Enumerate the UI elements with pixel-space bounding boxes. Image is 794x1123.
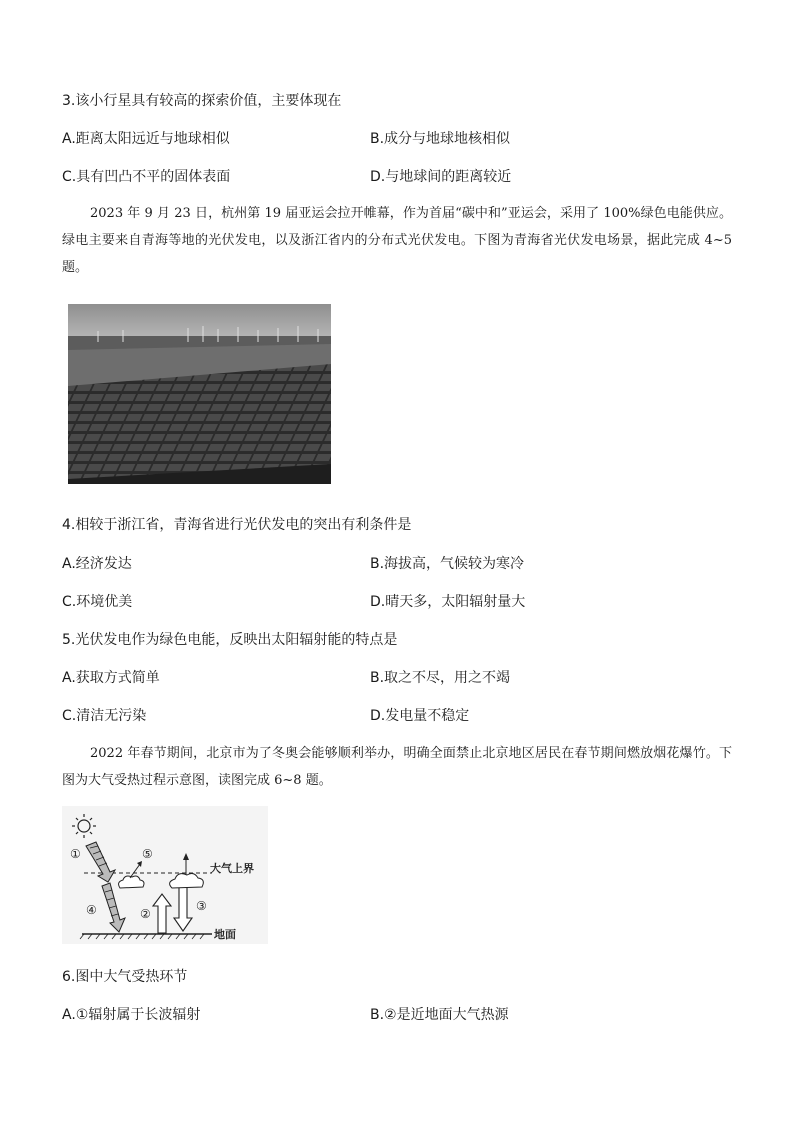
question-3-stem: 3.该小行星具有较高的探索价值，主要体现在 <box>62 93 342 109</box>
q5-option-a: A.获取方式简单 <box>62 670 160 686</box>
question-5-stem: 5.光伏发电作为绿色电能，反映出太阳辐射能的特点是 <box>62 632 398 648</box>
label-atmosphere-top: 大气上界 <box>210 862 254 875</box>
q3-option-a: A.距离太阳远近与地球相似 <box>62 131 230 147</box>
label-5: ⑤ <box>142 847 153 861</box>
q5-option-b: B.取之不尽，用之不竭 <box>370 670 511 686</box>
solar-farm-photo <box>68 304 331 484</box>
q5-option-d: D.发电量不稳定 <box>370 708 470 724</box>
q3-option-b: B.成分与地球地核相似 <box>370 131 511 147</box>
atmosphere-heating-diagram <box>62 806 268 944</box>
passage-beijing-fireworks: 2022 年春节期间，北京市为了冬奥会能够顺利举办，明确全面禁止北京地区居民在春节期间燃放烟花爆竹。下图为大气受热过程示意图，读图完成 6~8 题。 <box>62 746 732 788</box>
question-6-stem: 6.图中大气受热环节 <box>62 969 188 985</box>
q4-option-d: D.晴天多，太阳辐射量大 <box>370 594 526 610</box>
label-3: ③ <box>196 899 207 913</box>
q4-option-a: A.经济发达 <box>62 556 132 572</box>
question-4-stem: 4.相较于浙江省，青海省进行光伏发电的突出有利条件是 <box>62 517 412 533</box>
q3-option-d: D.与地球间的距离较近 <box>370 169 512 185</box>
label-4: ④ <box>86 903 97 917</box>
passage-asian-games: 2023 年 9 月 23 日，杭州第 19 届亚运会拉开帷幕，作为首届“碳中和”亚运会，采用了 100%绿色电能供应。绿电主要来自青海等地的光伏发电，以及浙江省内的分布式光伏发电。下图为青海省光伏发电场景，据此完成 4~5 题。 <box>62 206 732 275</box>
solar-farm-illustration <box>68 304 331 484</box>
q4-option-b: B.海拔高，气候较为寒冷 <box>370 556 525 572</box>
q6-option-a: A.①辐射属于长波辐射 <box>62 1007 201 1023</box>
q6-option-b: B.②是近地面大气热源 <box>370 1007 509 1023</box>
q3-option-c: C.具有凹凸不平的固体表面 <box>62 169 231 185</box>
label-ground: 地面 <box>214 928 236 941</box>
label-2: ② <box>140 907 151 921</box>
label-1: ① <box>70 847 81 861</box>
q5-option-c: C.清洁无污染 <box>62 708 147 724</box>
q4-option-c: C.环境优美 <box>62 594 133 610</box>
